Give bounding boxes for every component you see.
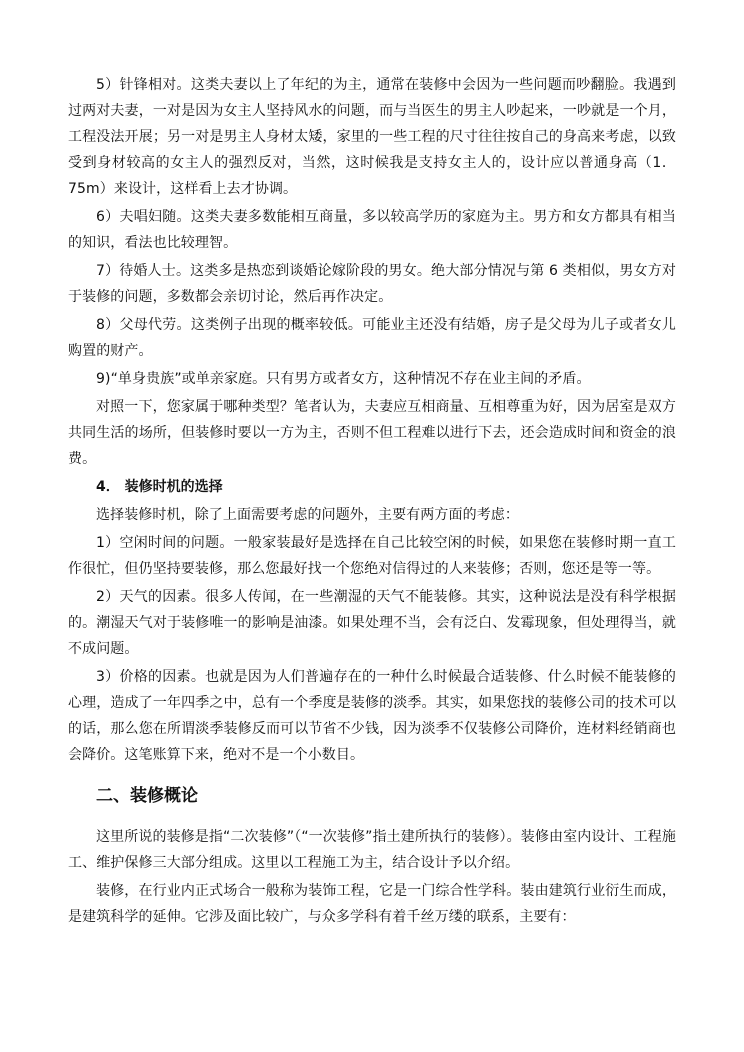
paragraph-item-9-single: 9)“单身贵族”或单亲家庭。只有男方或者女方，这种情况不存在业主间的矛盾。 <box>96 371 591 387</box>
chapter-heading-overview: 二、装修概论 <box>96 786 198 806</box>
paragraph-timing-free-time: 1）空闲时间的问题。一般家装最好是选择在自己比较空闲的时候，如果您在装修时期一直工作很忙，但仍坚持要装修，那么您最好找一个您绝对信得过的人来装修；否则，您还是等一等。 <box>68 535 676 577</box>
paragraph-timing-weather: 2）天气的因素。很多人传闻，在一些潮湿的天气不能装修。其实，这种说法是没有科学根据的。潮湿天气对于装修唯一的影响是油漆。如果处理不当，会有泛白、发霉现象，但处理得当，就不成问题。 <box>68 589 676 657</box>
paragraph-overview-discipline: 装修，在行业内正式场合一般称为装饰工程，它是一门综合性学科。装由建筑行业衍生而成，是建筑科学的延伸。它涉及面比较广，与众多学科有着千丝万缕的联系，主要有： <box>68 883 676 925</box>
paragraph-item-5-confrontation: 5）针锋相对。这类夫妻以上了年纪的为主，通常在装修中会因为一些问题而吵翻脸。我遇到过两对夫妻，一对是因为女主人坚持风水的问题，而与当医生的男主人吵起来，一吵就是一个月，工程没法开展；另一对是男主人身材太矮，家里的一些工程的尺寸往往按自己的身高来考虑，以致受到身材较高的女主人的强烈反对，当然，这时候我是支持女主人的，设计应以普通身高（1．75m）来设计，这样看上去才协调。 <box>68 77 676 197</box>
paragraph-comparison: 对照一下，您家属于哪种类型？笔者认为，夫妻应互相商量、互相尊重为好，因为居室是双方共同生活的场所，但装修时要以一方为主，否则不但工程难以进行下去，还会造成时间和资金的浪费。 <box>68 399 676 467</box>
paragraph-item-7-engaged: 7）待婚人士。这类多是热恋到谈婚论嫁阶段的男女。绝大部分情况与第 6 类相似，男女方对于装修的问题，多数都会亲切讨论，然后再作决定。 <box>68 263 676 305</box>
paragraph-item-6-harmony: 6）夫唱妇随。这类夫妻多数能相互商量，多以较高学历的家庭为主。男方和女方都具有相当的知识，看法也比较理智。 <box>68 209 676 251</box>
paragraph-item-8-parents: 8）父母代劳。这类例子出现的概率较低。可能业主还没有结婚，房子是父母为儿子或者女儿购置的财产。 <box>68 317 676 359</box>
paragraph-timing-intro: 选择装修时机，除了上面需要考虑的问题外，主要有两方面的考虑： <box>96 507 519 523</box>
paragraph-overview-definition: 这里所说的装修是指“二次装修”（“一次装修”指土建所执行的装修）。装修由室内设计、工程施工、维护保修三大部分组成。这里以工程施工为主，结合设计予以介绍。 <box>68 829 676 871</box>
section-heading-timing: 4． 装修时机的选择 <box>96 479 223 495</box>
paragraph-timing-price: 3）价格的因素。也就是因为人们普遍存在的一种什么时候最合适装修、什么时候不能装修的心理，造成了一年四季之中，总有一个季度是装修的淡季。其实，如果您找的装修公司的技术可以的话，那么您在所谓淡季装修反而可以节省不少钱，因为淡季不仅装修公司降价，连材料经销商也会降价。这笔账算下来，绝对不是一个小数目。 <box>68 669 676 763</box>
